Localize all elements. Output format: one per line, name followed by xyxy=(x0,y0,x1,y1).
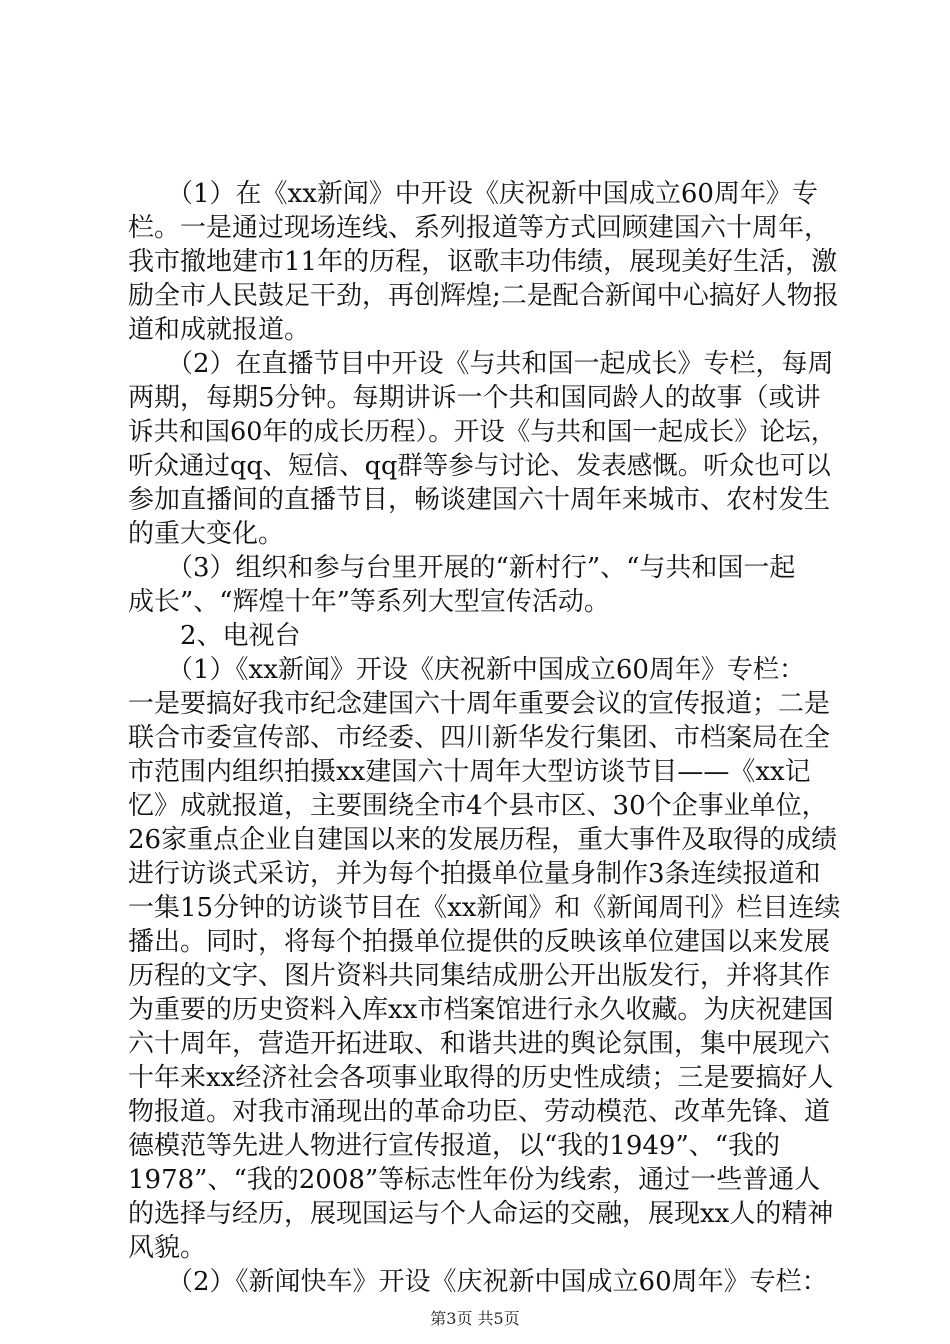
text-line: 市范围内组织拍摄xx建国六十周年大型访谈节目——《xx记 xyxy=(128,757,811,787)
text-line: （3）组织和参与台里开展的“新村行”、“与共和国一起 xyxy=(128,553,796,583)
text-line: 诉共和国60年的成长历程）。开设《与共和国一起成长》论坛， xyxy=(128,417,837,447)
text-line: （2）《新闻快车》开设《庆祝新中国成立60周年》专栏： xyxy=(128,1267,828,1297)
text-line: 十年来xx经济社会各项事业取得的历史性成绩；三是要搞好人 xyxy=(128,1063,834,1093)
text-line: 26家重点企业自建国以来的发展历程，重大事件及取得的成绩 xyxy=(128,825,838,855)
text-line: 参加直播间的直播节目，畅谈建国六十周年来城市、农村发生 xyxy=(128,485,831,515)
text-line: 风貌。 xyxy=(128,1233,207,1263)
text-line: （1）《xx新闻》开设《庆祝新中国成立60周年》专栏： xyxy=(128,655,805,685)
text-line: 道和成就报道。 xyxy=(128,315,311,345)
text-line: 六十周年，营造开拓进取、和谐共进的舆论氛围，集中展现六 xyxy=(128,1029,831,1059)
text-line: （1）在《xx新闻》中开设《庆祝新中国成立60周年》专 xyxy=(128,179,818,209)
text-line: 播出。同时，将每个拍摄单位提供的反映该单位建国以来发展 xyxy=(128,927,831,957)
text-line: 的重大变化。 xyxy=(128,519,285,549)
text-line: 我市撤地建市11年的历程，讴歌丰功伟绩，展现美好生活，激 xyxy=(128,247,838,277)
section-heading: 2、电视台 xyxy=(128,621,301,651)
text-line: 忆》成就报道，主要围绕全市4个县市区、30个企事业单位， xyxy=(128,791,828,821)
text-line: 进行访谈式采访，并为每个拍摄单位量身制作3条连续报道和 xyxy=(128,859,821,889)
text-line: 一集15分钟的访谈节目在《xx新闻》和《新闻周刊》栏目连续 xyxy=(128,893,840,923)
text-line: 联合市委宣传部、市经委、四川新华发行集团、市档案局在全 xyxy=(128,723,831,753)
text-line: （2）在直播节目中开设《与共和国一起成长》专栏，每周 xyxy=(128,349,834,379)
text-line: 成长”、“辉煌十年”等系列大型宣传活动。 xyxy=(128,587,610,617)
text-line: 历程的文字、图片资料共同集结成册公开出版发行，并将其作 xyxy=(128,961,831,991)
text-line: 物报道。对我市涌现出的革命功臣、劳动模范、改革先锋、道 xyxy=(128,1097,831,1127)
text-line: 1978”、“我的2008”等标志性年份为线索，通过一些普通人 xyxy=(128,1165,821,1195)
text-line: 励全市人民鼓足干劲，再创辉煌;二是配合新闻中心搞好人物报 xyxy=(128,281,839,311)
text-line: 栏。一是通过现场连线、系列报道等方式回顾建国六十周年， xyxy=(128,213,831,243)
text-line: 两期，每期5分钟。每期讲诉一个共和国同龄人的故事（或讲 xyxy=(128,383,821,413)
text-line: 德模范等先进人物进行宣传报道，以“我的1949”、“我的 xyxy=(128,1131,781,1161)
text-line: 的选择与经历，展现国运与个人命运的交融，展现xx人的精神 xyxy=(128,1199,834,1229)
text-line: 听众通过qq、短信、qq群等参与讨论、发表感慨。听众也可以 xyxy=(128,451,831,481)
text-line: 为重要的历史资料入库xx市档案馆进行永久收藏。为庆祝建国 xyxy=(128,995,834,1025)
text-line: 一是要搞好我市纪念建国六十周年重要会议的宣传报道；二是 xyxy=(128,689,831,719)
page-number-footer: 第3页 共5页 xyxy=(430,1309,520,1328)
